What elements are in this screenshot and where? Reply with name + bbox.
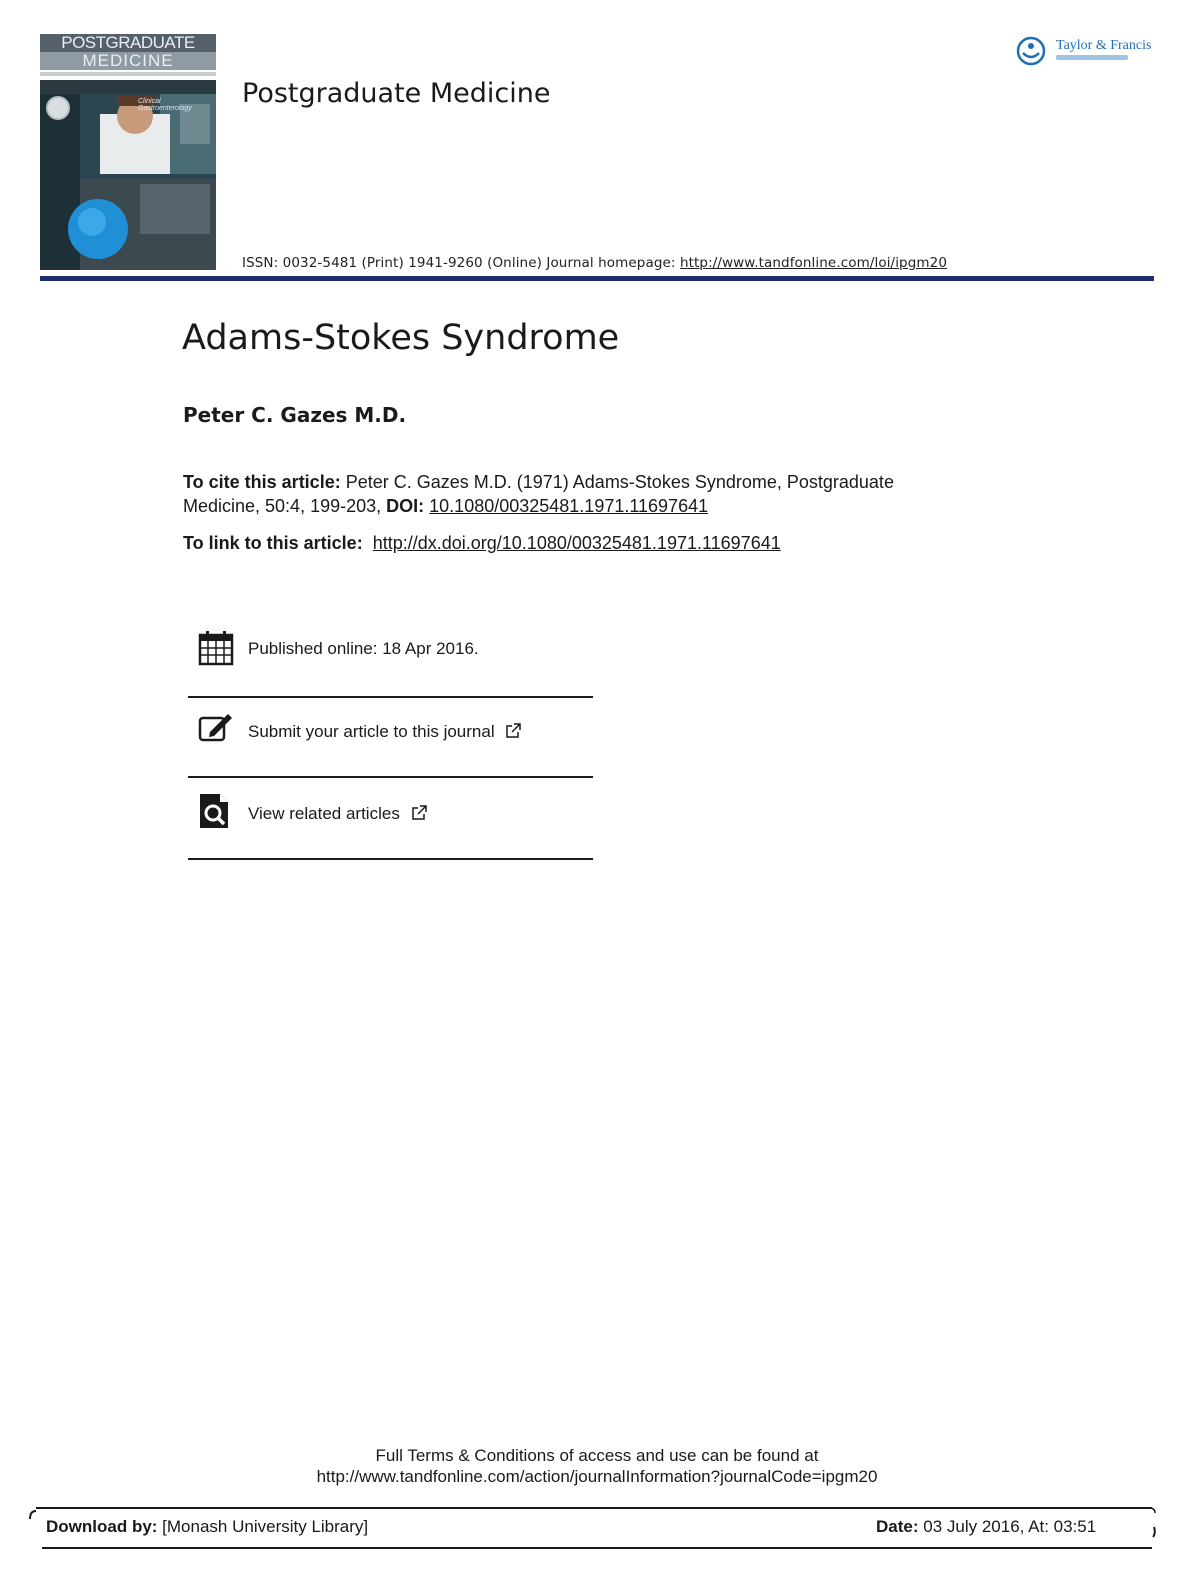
cover-subtitle-strip — [40, 72, 216, 76]
cover-title-line1: POSTGRADUATE — [40, 34, 216, 52]
document-search-icon — [198, 792, 234, 828]
publisher-logo — [1016, 34, 1156, 70]
published-online-text: Published online: 18 Apr 2016. — [248, 639, 479, 658]
issn-line — [242, 255, 947, 271]
doi-link[interactable]: 10.1080/00325481.1971.11697641 — [429, 496, 709, 516]
download-date — [876, 1517, 1096, 1537]
download-label: Download by: — [46, 1517, 158, 1536]
journal-title: Postgraduate Medicine — [242, 78, 551, 109]
citation — [183, 470, 963, 518]
publisher-tagline — [1056, 55, 1128, 60]
article-author: Peter C. Gazes M.D. — [183, 403, 407, 427]
journal-cover-image — [40, 34, 216, 270]
submit-article-text: Submit your article to this journal — [248, 722, 495, 741]
edit-icon — [198, 710, 234, 746]
external-link-icon — [411, 805, 427, 821]
submit-article-link[interactable] — [248, 722, 521, 742]
related-articles-link[interactable] — [248, 804, 427, 824]
related-articles-row[interactable] — [188, 780, 593, 860]
cover-seal — [46, 96, 70, 120]
cite-label: To cite this article: — [183, 472, 341, 492]
article-link-line — [183, 533, 781, 554]
terms-line1: Full Terms & Conditions of access and use can be found at — [375, 1446, 819, 1465]
date-label: Date: — [876, 1517, 919, 1536]
date-value: 03 July 2016, At: 03:51 — [918, 1517, 1097, 1536]
doi-label: DOI: — [386, 496, 425, 516]
cover-section-tag: Clinical Gastroenterology — [138, 98, 192, 112]
journal-homepage-link[interactable]: http://www.tandfonline.com/loi/ipgm20 — [679, 255, 948, 271]
publisher-logo-icon — [1016, 36, 1046, 66]
submit-article-row[interactable] — [188, 698, 593, 778]
terms-notice — [0, 1445, 1194, 1487]
cite-text: Peter C. Gazes M.D. (1971) Adams-Stokes Syndrome, Postgraduate Medicine, 50:4, 199-203, — [183, 472, 894, 516]
publisher-name: Taylor & Francis — [1056, 38, 1152, 53]
cover-title-line2: MEDICINE — [40, 52, 216, 70]
article-title: Adams-Stokes Syndrome — [182, 318, 620, 358]
terms-url[interactable]: http://www.tandfonline.com/action/journalInformation?journalCode=ipgm20 — [316, 1467, 878, 1486]
article-url-link[interactable]: http://dx.doi.org/10.1080/00325481.1971.11697641 — [372, 533, 781, 553]
calendar-icon — [198, 630, 234, 666]
download-value: [Monash University Library] — [157, 1517, 369, 1536]
published-online-row — [188, 618, 593, 698]
related-articles-text: View related articles — [248, 804, 400, 823]
download-info — [46, 1517, 368, 1537]
external-link-icon — [505, 723, 521, 739]
issn-text: ISSN: 0032-5481 (Print) 1941-9260 (Online) Journal homepage: — [242, 255, 680, 271]
header-rule — [40, 276, 1154, 281]
link-label: To link to this article: — [183, 533, 363, 553]
cover-photo — [40, 94, 216, 270]
